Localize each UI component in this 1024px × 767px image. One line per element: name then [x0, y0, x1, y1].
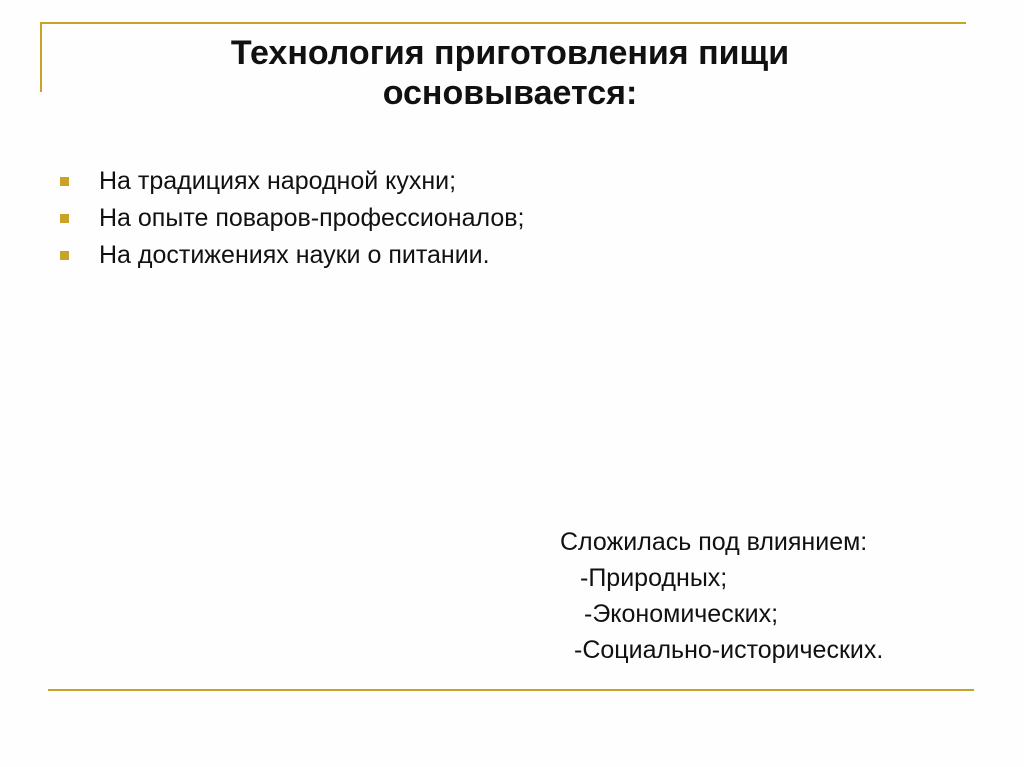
frame-top-line — [40, 22, 966, 24]
list-item — [60, 163, 525, 200]
title-line-1: Технология приготовления пищи — [230, 34, 790, 72]
influence-item: -Природных; — [580, 564, 728, 592]
bullet-text: На достижениях науки о питании. — [99, 241, 490, 269]
influence-item: -Социально-исторических. — [574, 636, 884, 664]
list-item — [60, 237, 525, 274]
influence-heading: Сложилась под влиянием: — [560, 528, 868, 556]
bullet-text: На опыте поваров-профессионалов; — [99, 204, 525, 232]
frame-bottom-line — [48, 689, 974, 691]
bullet-text: На традициях народной кухни; — [99, 167, 457, 195]
frame-left-line — [40, 22, 42, 92]
square-bullet-icon — [60, 177, 69, 186]
square-bullet-icon — [60, 214, 69, 223]
slide-title — [80, 33, 940, 113]
title-line-2: основывается: — [382, 74, 638, 112]
influence-item: -Экономических; — [584, 600, 779, 628]
square-bullet-icon — [60, 251, 69, 260]
bullet-list — [60, 163, 525, 274]
list-item — [60, 200, 525, 237]
influence-block — [560, 524, 883, 668]
